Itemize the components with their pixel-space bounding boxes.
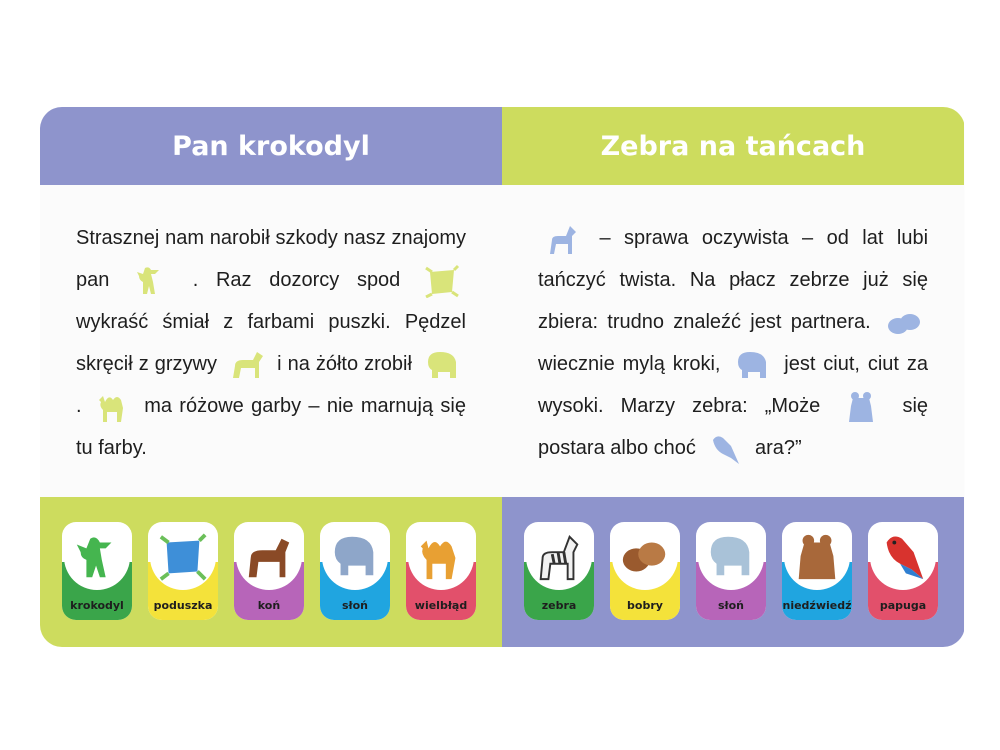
right-story-part-5: ara?”: [755, 437, 802, 459]
tile-label: słoń: [717, 599, 745, 612]
tile-label: poduszka: [153, 599, 213, 612]
right-story-part-4: się postara albo choć: [538, 395, 929, 459]
horse-icon: [236, 524, 302, 590]
tile-label: zebra: [541, 599, 577, 612]
zebra-icon: [526, 524, 592, 590]
legend-tile-horse: [234, 522, 304, 620]
legend-tile-elephant: [696, 522, 766, 620]
elephant-icon: [424, 348, 460, 382]
left-story-part-3: wykraść śmiał z farbami puszki. Pędzel skręcił z grzywy: [76, 311, 466, 375]
left-story-part-4: i na żółto zrobił: [277, 353, 412, 375]
pillow-icon: [150, 524, 216, 590]
elephant-icon: [698, 524, 764, 590]
zebra-icon: [544, 222, 580, 256]
legend-tile-bear: [782, 522, 852, 620]
right-story-part-3: jest ciut, ciut za wysoki. Marzy zebra: „Może: [538, 353, 928, 417]
legend-tile-elephant: [320, 522, 390, 620]
left-page: [40, 107, 502, 647]
left-story: [76, 217, 466, 469]
tile-label: krokodyl: [70, 599, 124, 612]
tile-label: słoń: [341, 599, 369, 612]
left-story-part-6: ma różowe garby – nie marnują się tu farby.: [76, 395, 466, 459]
legend-tile-camel: [406, 522, 476, 620]
left-title: Pan krokodyl: [40, 107, 502, 185]
crocodile-icon: [64, 524, 130, 590]
bear-icon: [843, 390, 879, 424]
book-spread: [40, 107, 965, 647]
right-story-area: [502, 185, 964, 497]
left-story-part-1: Strasznej nam narobił szkody nasz znajomy pan: [76, 227, 466, 291]
right-story-part-2: wiecznie mylą kroki,: [538, 353, 721, 375]
right-story: [538, 217, 928, 469]
tile-label: koń: [257, 599, 281, 612]
bear-icon: [784, 524, 850, 590]
tile-label: bobry: [627, 599, 663, 612]
legend-tile-zebra: [524, 522, 594, 620]
parrot-icon: [870, 524, 936, 590]
legend-tile-beavers: [610, 522, 680, 620]
right-page: [502, 107, 964, 647]
tile-label: niedźwiedź: [782, 599, 852, 612]
legend-tile-pillow: [148, 522, 218, 620]
beavers-icon: [886, 306, 922, 340]
left-tiles: [62, 522, 476, 620]
horse-icon: [229, 348, 265, 382]
parrot-icon: [707, 432, 743, 466]
elephant-icon: [322, 524, 388, 590]
right-title: Zebra na tańcach: [502, 107, 964, 185]
legend-tile-parrot: [868, 522, 938, 620]
left-story-part-5: .: [76, 395, 82, 417]
legend-tile-crocodile: [62, 522, 132, 620]
camel-icon: [95, 390, 131, 424]
left-story-area: [40, 185, 502, 497]
crocodile-icon: [133, 264, 169, 298]
camel-icon: [408, 524, 474, 590]
tile-label: wielbłąd: [414, 599, 468, 612]
beavers-icon: [612, 524, 678, 590]
right-legend: [502, 497, 964, 647]
pillow-icon: [424, 264, 460, 298]
tile-label: papuga: [879, 599, 927, 612]
left-legend: [40, 497, 502, 647]
right-tiles: [524, 522, 938, 620]
right-story-part-1: – sprawa oczywista – od lat lubi tańczyć twista. Na płacz zebrze już się zbiera: trudno znaleźć jest partnera.: [538, 227, 929, 333]
elephant-icon: [734, 348, 770, 382]
left-story-part-2: . Raz dozorcy spod: [192, 269, 401, 291]
